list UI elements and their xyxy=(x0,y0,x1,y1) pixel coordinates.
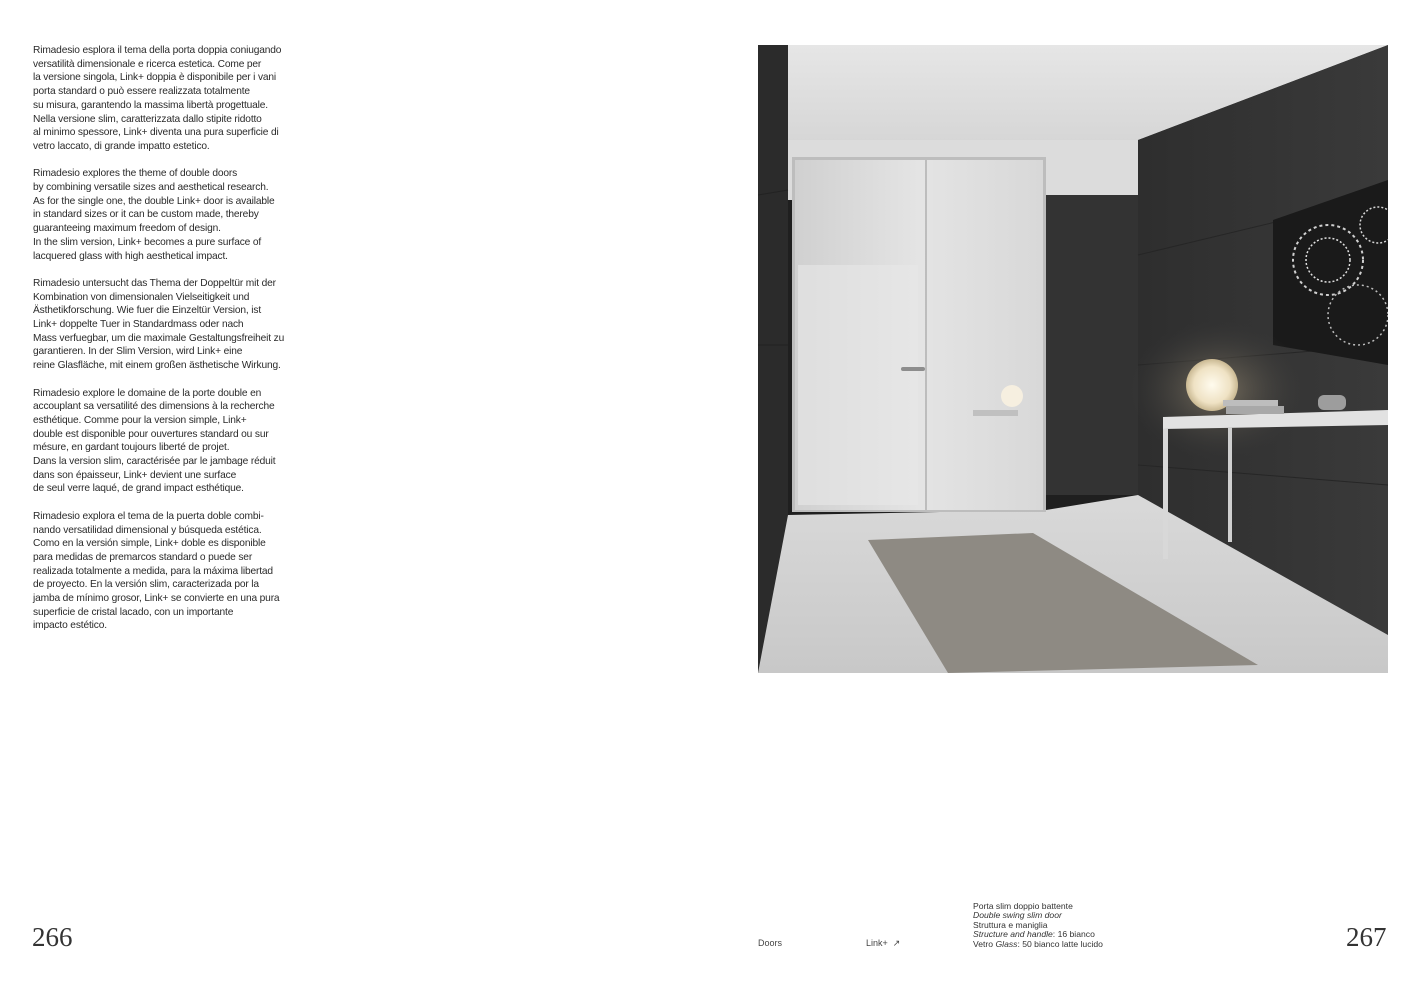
body-text-german: Rimadesio untersucht das Thema der Doppeltür mit der Kombination von dimensionalen Vielseitigkeit und Ästhetikforschung. Wie fuer die Einzeltür Version, ist Link+ doppelte Tuer in Standardmass oder nach Mass verfuegbar, um die maximale Gestaltungsfreiheit zu garantieren. In der Slim Version, wird Link+ eine reine Glasfläche, mit einem großen ästhetische Wirkung. xyxy=(33,277,285,372)
caption-title-en: Double swing slim door xyxy=(973,910,1062,921)
page-number-left: 266 xyxy=(32,922,73,952)
body-text-french: Rimadesio explore le domaine de la porte double en accouplant sa versatilité des dimensions à la recherche esthétique. Comme pour la version simple, Link+ double est disponible pour ouvertures standard ou sur mésure, en gardant toujours liberté de projet. Dans la version slim, caractérisée par le jambage réduit dans son épaisseur, Link+ devient une surface de seul verre laqué, de grand impact esthétique. xyxy=(33,387,276,495)
body-text-english: Rimadesio explores the theme of double doors by combining versatile sizes and aesthetical research. As for the single one, the double Link+ door is available in standard sizes or it can be custom made, thereby guaranteeing maximum freedom of design. In the slim version, Link+ becomes a pure surface of lacquered glass with high aesthetical impact. xyxy=(33,168,275,262)
body-text-column xyxy=(33,44,291,647)
body-text-spanish: Rimadesio explora el tema de la puerta doble combi- nando versatilidad dimensional y búsqueda estética. Como en la versión simple, Link+ doble es disponible para medidas de premarcos standard o puede ser realizada totalmente a medida, para la máxima libertad de proyecto. En la versión slim, caracterizada por la jamba de mínimo grosor, Link+ se convierte en una pura superficie de cristal lacado, con un importante impacto estético. xyxy=(33,510,280,632)
body-text-italian: Rimadesio esplora il tema della porta doppia coniugando versatilità dimensionale e ricerca estetica. Come per la versione singola, Link+ doppia è disponibile per i vani porta standard o può essere realizzata totalmente su misura, garantendo la massima libertà progettuale. Nella versione slim, caratterizzata dallo stipite ridotto al minimo spessore, Link+ diventa una pura superficie di vetro laccato, di grande impatto estetico. xyxy=(33,45,282,152)
caption-structure-it: Struttura e maniglia xyxy=(973,919,1048,930)
caption-structure-value: : 16 bianco xyxy=(1052,929,1095,940)
caption-glass-line xyxy=(973,940,1103,949)
page-number-right: 267 xyxy=(1346,922,1387,952)
arrow-up-right-icon: ↗ xyxy=(892,938,901,948)
caption-structure-en-label: Structure and handle xyxy=(973,929,1053,940)
footer-series-label: Link+ xyxy=(866,938,888,948)
caption-glass-it-label: Vetro xyxy=(973,938,996,949)
footer-series-link[interactable] xyxy=(866,938,900,949)
photo-caption xyxy=(973,902,1103,949)
product-photo xyxy=(758,45,1388,673)
caption-glass-en-label: Glass xyxy=(995,938,1018,949)
footer-section-label: Doors xyxy=(758,938,783,948)
caption-title-it: Porta slim doppio battente xyxy=(973,901,1073,911)
caption-glass-value: : 50 bianco latte lucido xyxy=(1017,938,1103,949)
